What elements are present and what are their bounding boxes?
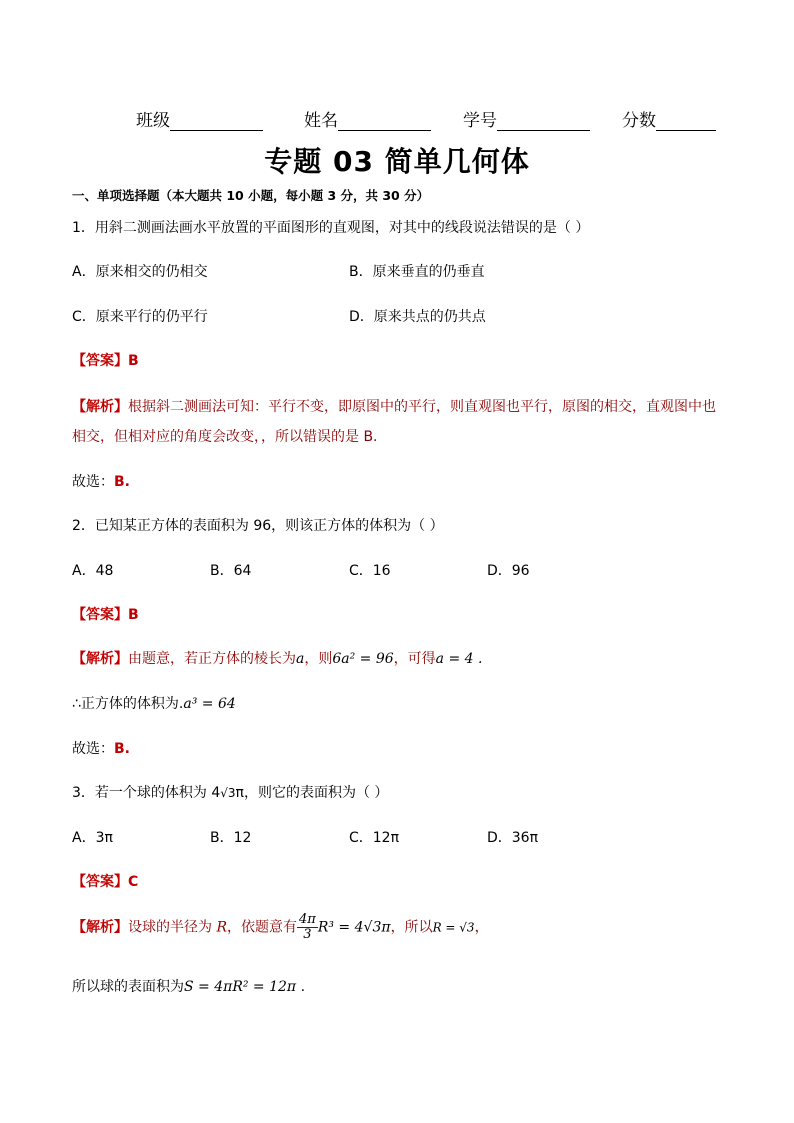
question-1-choose: [72, 471, 130, 491]
class-label: 班级: [136, 111, 170, 131]
name-blank[interactable]: [338, 114, 431, 131]
class-blank[interactable]: [170, 114, 263, 131]
analysis-text-a: 由题意，若正方体的棱长为: [128, 651, 296, 667]
math-fraction: [297, 913, 318, 942]
question-2-volume: [72, 693, 236, 713]
choose-label: 故选：: [72, 474, 114, 490]
fraction-denominator: 3: [303, 927, 312, 942]
question-2-analysis: [72, 648, 482, 668]
stem-text-a: 3．若一个球的体积为 4: [72, 785, 221, 801]
sqrt-three: √3: [220, 786, 236, 800]
choose-value: B.: [114, 474, 130, 490]
answer-value: B: [128, 353, 139, 369]
question-1-option-d: D．原来共点的仍共点: [349, 309, 486, 325]
question-2-answer: [72, 604, 139, 624]
question-3-area: [72, 976, 305, 996]
name-field: [304, 106, 431, 131]
math-volume-equation: R³ = 4√3π: [317, 919, 391, 936]
analysis-text: 根据斜二测画法可知：平行不变，即原图中的平行，则直观图也平行，原图的相交，直观图中也: [128, 399, 716, 415]
answer-tag: 【答案】: [72, 607, 128, 623]
choose-value: B.: [114, 741, 130, 757]
question-2-stem: 2．已知某正方体的表面积为 96，则该正方体的体积为（ ）: [72, 518, 444, 534]
question-2-option-b: B．64: [210, 563, 252, 579]
analysis-text-b: ，依题意有: [227, 919, 297, 936]
score-field: [622, 106, 716, 131]
question-3-answer: [72, 871, 138, 891]
question-1-option-c: C．原来平行的仍平行: [72, 309, 208, 325]
answer-tag: 【答案】: [72, 353, 128, 369]
math-equation-2: a = 4 .: [435, 651, 483, 667]
analysis-text-c: ，可得: [393, 651, 436, 667]
analysis-text-d: ，: [474, 919, 489, 936]
id-field: [463, 106, 590, 131]
answer-tag: 【答案】: [72, 874, 128, 890]
question-3-option-d: D．36π: [487, 830, 539, 846]
analysis-text-a: 设球的半径为: [128, 919, 217, 936]
therefore-text: ∴正方体的体积为.: [72, 696, 184, 712]
analysis-text-b: ，则: [304, 651, 333, 667]
math-radius-value: R = √3: [432, 920, 475, 935]
name-label: 姓名: [304, 111, 338, 131]
score-label: 分数: [622, 111, 656, 131]
score-blank[interactable]: [656, 114, 716, 131]
math-volume: a³ = 64: [183, 696, 236, 712]
question-1-option-a: A．原来相交的仍相交: [72, 264, 208, 280]
area-end: .: [296, 979, 306, 995]
question-3-analysis: [72, 913, 489, 942]
question-1-analysis-line1: [72, 396, 716, 416]
question-2-option-a: A．48: [72, 563, 114, 579]
analysis-tag: 【解析】: [72, 651, 128, 667]
answer-value: B: [128, 607, 139, 623]
math-edge: a: [296, 651, 305, 667]
math-area: S = 4πR² = 12π: [184, 979, 297, 995]
analysis-tag: 【解析】: [72, 399, 128, 415]
analysis-text-c: ，所以: [390, 919, 433, 936]
math-equation-1: 6a² = 96: [332, 651, 394, 667]
question-3-stem: [72, 782, 388, 802]
question-1-answer: [72, 350, 139, 370]
question-1-analysis-line2: 相交，但相对应的角度会改变，，所以错误的是 B.: [72, 429, 378, 445]
math-radius: R: [216, 919, 227, 936]
page-title: 专题 03 简单几何体: [264, 145, 530, 178]
question-2-choose: [72, 738, 130, 758]
id-label: 学号: [463, 111, 497, 131]
question-1-option-b: B．原来垂直的仍垂直: [349, 264, 485, 280]
section-heading: 一、单项选择题（本大题共 10 小题，每小题 3 分，共 30 分）: [72, 188, 430, 203]
question-2-option-c: C．16: [349, 563, 391, 579]
analysis-tag: 【解析】: [72, 919, 128, 936]
answer-value: C: [128, 874, 139, 890]
question-1-stem: 1．用斜二测画法画水平放置的平面图形的直观图，对其中的线段说法错误的是（ ）: [72, 220, 590, 236]
stem-text-b: π，则它的表面积为（ ）: [235, 785, 389, 801]
id-blank[interactable]: [497, 114, 590, 131]
question-2-option-d: D．96: [487, 563, 530, 579]
choose-label: 故选：: [72, 741, 114, 757]
question-3-option-c: C．12π: [349, 830, 400, 846]
question-3-option-b: B．12: [210, 830, 252, 846]
fraction-numerator: 4π: [299, 912, 316, 927]
class-field: [136, 106, 263, 131]
area-text: 所以球的表面积为: [72, 979, 184, 995]
question-3-option-a: A．3π: [72, 830, 113, 846]
